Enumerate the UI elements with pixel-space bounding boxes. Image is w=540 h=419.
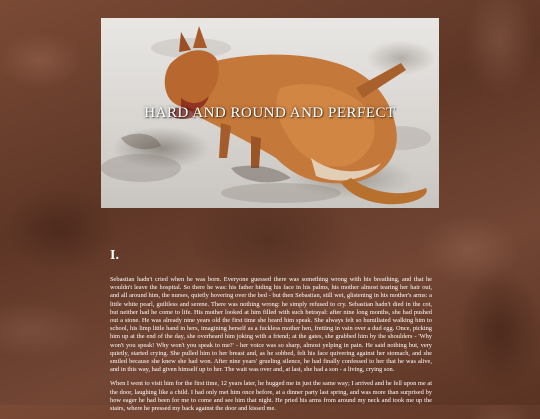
story-paragraph: Sebastian hadn't cried when he was born. Everyone guessed there was something wrong with his breathing, and that he wouldn't leave the hospital. So there he was: his father hiding his face in his palms, his mother almost tearing her hair out, and all around him, the nurses, quietly hovering over the bed - but then Sebastian, still wet, glistening in his mother's arms: a little white pearl, guiltless and serene. There was nothing wrong: he simply refused to cry. Sebastian hadn't died in the cot, but neither had he come to life. His mother looked at him filled with such betrayal: after nine long months, she had pushed out a stone. He was already nine years old the first time she heard him speak. She always felt so humiliated walking him to school, his limp little hand in hers, imagining herself as a fuckless mother hen, fretting in vain over a dud egg. Once, picking him up at the end of the day, she overheard him joking with a friend; at the gates, she grabbed him by the shoulders - 'Why won't you speak! Why won't you speak to me?' - her voice was so sharp, almost yelping in pain. He said nothing but, very quietly, started crying. She pulled him to her breast and, as he sobbed, felt his face quivering against her stomach, and she smiled because she knew she had won. After nine years' grueling silence, he had finally confessed to her that he was alive, and in this way, had given himself up to her. The wait was over and, at last, she had a son - a living, crying son. <box>110 276 432 374</box>
hero-title: HARD AND ROUND AND PERFECT <box>144 105 396 121</box>
hero-image <box>101 18 439 208</box>
story-content <box>110 248 432 419</box>
story-paragraph: When I went to visit him for the first time, 12 years later, he hugged me in just the same way; I arrived and he fell upon me at the door, laughing like a child. I had only met him once before, at a dinner party last spring, and was more than surprised by how eager he had been for me to come and see him that night. He pried his arms from around my neck and took me up the stairs, where he pressed my back against the door and kissed me. <box>110 380 432 413</box>
chapter-heading: I. <box>110 248 119 263</box>
fox-tail <box>341 178 427 204</box>
